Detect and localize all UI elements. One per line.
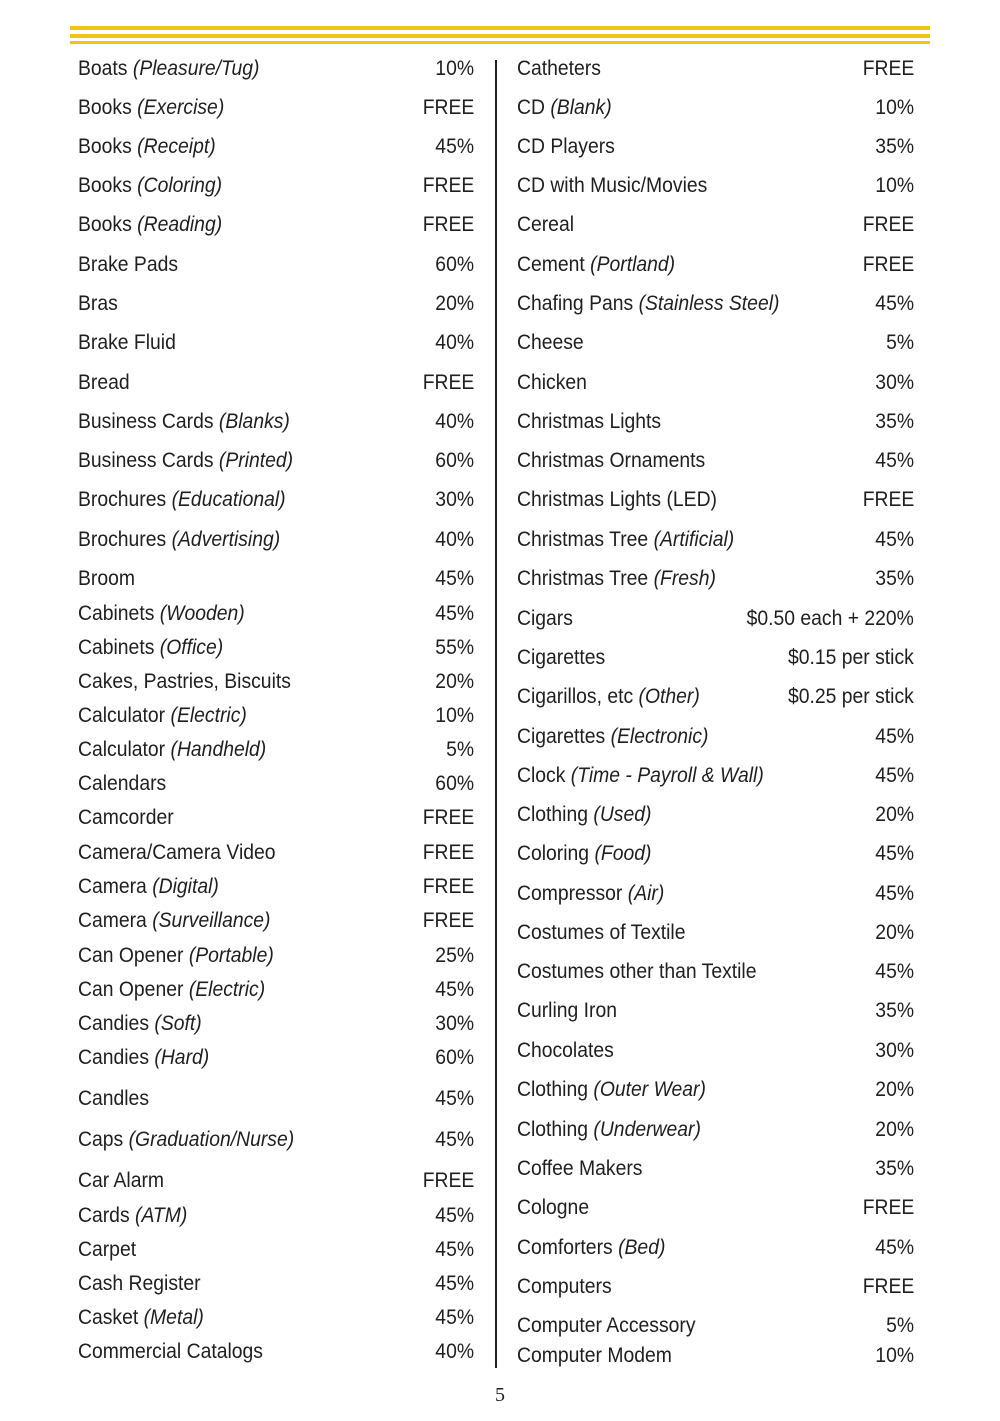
item-qualifier: (Pleasure/Tug) [132,56,260,80]
item-qualifier: (Soft) [154,1011,202,1035]
item-name: Candies [78,1011,150,1035]
right-item-rate: 35% [875,998,914,1022]
right-item-rate: 20% [875,802,914,826]
right-item-label [517,1037,614,1063]
right-item-rate: 5% [886,330,914,354]
left-item-rate: 60% [435,1045,474,1069]
left-item-label [78,1304,204,1330]
right-item-rate: 45% [875,291,914,315]
item-qualifier: (Blank) [550,95,612,119]
right-item-rate: 35% [875,134,914,158]
left-item-rate: 40% [435,409,474,433]
item-name: Computers [517,1274,612,1298]
left-item-label [78,133,216,159]
item-name: Cigarettes [517,724,606,748]
item-qualifier: (Outer Wear) [593,1077,706,1101]
item-name: Cards [78,1203,130,1227]
right-item-label [517,329,584,355]
item-name: Cabinets [78,601,155,625]
right-item-rate: 20% [875,920,914,944]
item-name: Chocolates [517,1038,614,1062]
item-qualifier: (Advertising) [171,527,281,551]
left-item-label [78,942,274,968]
item-name: Christmas Lights [517,409,662,433]
left-item-rate: FREE [422,908,474,932]
item-name: Calculator [78,737,166,761]
item-name: Coffee Makers [517,1156,643,1180]
item-qualifier: (Food) [594,841,652,865]
right-item-label [517,290,779,316]
left-item-label [78,702,247,728]
item-name: Car Alarm [78,1168,165,1192]
item-name: Clothing [517,802,589,826]
item-name: Caps [78,1127,124,1151]
left-item-rate: 40% [435,1339,474,1363]
left-item-label [78,486,286,512]
right-item-label [517,1155,642,1181]
left-item-label [78,600,245,626]
item-qualifier: (Other) [638,684,700,708]
item-name: Books [78,95,132,119]
item-qualifier: (Digital) [152,874,219,898]
left-item-rate: 40% [435,330,474,354]
item-name: Can Opener [78,943,184,967]
item-name: CD with Music/Movies [517,173,708,197]
right-item-rate: FREE [862,212,914,236]
right-item-label [517,1234,665,1260]
item-qualifier: (Reading) [137,212,223,236]
right-item-label [517,1116,701,1142]
left-item-rate: 45% [435,134,474,158]
left-item-label [78,634,223,660]
right-item-rate: 45% [875,527,914,551]
left-item-label [78,804,174,830]
item-name: Bread [78,370,130,394]
left-item-rate: FREE [422,874,474,898]
item-name: Computer Modem [517,1343,672,1367]
left-item-rate: 45% [435,1127,474,1151]
item-name: Christmas Tree [517,566,649,590]
right-item-label [517,723,708,749]
page-number: 5 [495,1384,505,1406]
left-item-rate: 20% [435,669,474,693]
item-qualifier: (ATM) [135,1203,188,1227]
right-item-label [517,683,700,709]
left-item-rate: 30% [435,487,474,511]
right-item-label [517,55,601,81]
item-qualifier: (Graduation/Nurse) [128,1127,295,1151]
right-item-rate: 45% [875,1235,914,1259]
item-name: Costumes other than Textile [517,959,757,983]
item-name: CD [517,95,545,119]
right-item-label [517,997,617,1023]
left-item-label [78,1167,164,1193]
right-item-label [517,644,605,670]
item-name: Calculator [78,703,166,727]
item-name: Cabinets [78,635,155,659]
left-item-rate: FREE [422,805,474,829]
item-name: Chicken [517,370,587,394]
right-item-label [517,801,651,827]
item-qualifier: (Electronic) [610,724,709,748]
left-item-rate: FREE [422,1168,474,1192]
right-item-label [517,1194,589,1220]
left-item-rate: FREE [422,370,474,394]
left-item-label [78,873,219,899]
item-name: Carpet [78,1237,137,1261]
right-item-rate: 30% [875,370,914,394]
left-item-rate: 5% [446,737,474,761]
item-qualifier: (Stainless Steel) [638,291,780,315]
left-item-rate: 45% [435,1086,474,1110]
left-item-label [78,55,259,81]
item-qualifier: (Hard) [154,1045,210,1069]
right-item-rate: 45% [875,724,914,748]
left-item-rate: 45% [435,977,474,1001]
right-item-rate: $0.25 per stick [788,684,914,708]
left-item-rate: 45% [435,1271,474,1295]
item-qualifier: (Printed) [218,448,294,472]
item-name: Books [78,134,132,158]
left-item-label [78,1126,294,1152]
item-name: Costumes of Textile [517,920,686,944]
item-name: Boats [78,56,128,80]
left-item-label [78,1085,149,1111]
item-name: Compressor [517,881,623,905]
item-name: Cheese [517,330,584,354]
top-rule-bottom [70,41,930,44]
right-item-label [517,1312,696,1338]
right-item-rate: 5% [886,1313,914,1337]
right-item-rate: 35% [875,566,914,590]
item-name: Candles [78,1086,150,1110]
left-item-label [78,329,176,355]
item-name: Cereal [517,212,575,236]
item-name: Broom [78,566,135,590]
item-name: Cigarettes [517,645,606,669]
item-qualifier: (Coloring) [137,173,223,197]
right-item-label [517,1076,706,1102]
item-qualifier: (Portland) [590,252,676,276]
item-qualifier: (Electric) [170,703,247,727]
item-name: Curling Iron [517,998,618,1022]
left-item-rate: FREE [422,95,474,119]
left-item-label [78,1202,187,1228]
item-qualifier: (Blanks) [218,409,290,433]
left-item-rate: 60% [435,771,474,795]
item-name: Cologne [517,1195,590,1219]
right-item-rate: 45% [875,763,914,787]
right-item-label [517,408,661,434]
right-item-rate: 45% [875,959,914,983]
right-item-label [517,133,615,159]
right-item-label [517,605,573,631]
right-item-rate: 10% [875,173,914,197]
right-item-rate: FREE [862,56,914,80]
right-item-rate: 45% [875,841,914,865]
right-item-label [517,526,734,552]
item-name: Books [78,173,132,197]
item-name: Brochures [78,487,167,511]
left-item-label [78,369,130,395]
top-rule-lower [70,34,930,38]
right-item-label [517,958,756,984]
item-name: Commercial Catalogs [78,1339,263,1363]
right-item-rate: $0.50 each + 220% [746,606,914,630]
left-item-rate: 30% [435,1011,474,1035]
item-qualifier: (Air) [627,881,665,905]
item-qualifier: (Used) [593,802,652,826]
left-item-label [78,172,222,198]
right-item-label [517,565,716,591]
left-item-rate: 45% [435,601,474,625]
column-divider [495,60,497,1368]
item-name: Candies [78,1045,150,1069]
item-name: Clock [517,763,566,787]
right-item-rate: 10% [875,95,914,119]
right-item-label [517,762,764,788]
left-item-rate: FREE [422,212,474,236]
item-name: Camera/Camera Video [78,840,276,864]
item-qualifier: (Bed) [618,1235,666,1259]
item-qualifier: (Receipt) [137,134,216,158]
item-qualifier: (Portable) [188,943,274,967]
item-name: Catheters [517,56,601,80]
item-name: Computer Accessory [517,1313,696,1337]
item-name: Camcorder [78,805,174,829]
left-item-label [78,668,291,694]
item-qualifier: (Educational) [171,487,286,511]
right-item-rate: FREE [862,487,914,511]
left-item-rate: 20% [435,291,474,315]
item-name: Calendars [78,771,167,795]
item-qualifier: (Wooden) [159,601,245,625]
item-name: Christmas Ornaments [517,448,706,472]
left-item-rate: 45% [435,1305,474,1329]
item-qualifier: (Office) [159,635,224,659]
right-item-rate: FREE [862,1195,914,1219]
left-item-rate: 10% [435,703,474,727]
right-item-rate: 45% [875,448,914,472]
left-item-label [78,976,265,1002]
left-item-label [78,770,166,796]
left-item-rate: FREE [422,173,474,197]
item-name: Brake Pads [78,252,179,276]
left-item-label [78,1044,209,1070]
item-qualifier: (Underwear) [593,1117,701,1141]
left-item-rate: 45% [435,1203,474,1227]
right-item-label [517,369,587,395]
item-name: Cakes, Pastries, Biscuits [78,669,291,693]
item-qualifier: (Artificial) [653,527,735,551]
right-item-rate: 30% [875,1038,914,1062]
right-item-label [517,94,612,120]
right-item-label [517,447,705,473]
left-item-label [78,1236,136,1262]
left-item-rate: 45% [435,1237,474,1261]
item-qualifier: (Fresh) [653,566,716,590]
left-item-rate: 60% [435,252,474,276]
right-item-label [517,172,707,198]
right-item-label [517,486,717,512]
right-item-rate: 35% [875,409,914,433]
item-name: Camera [78,874,147,898]
item-name: Business Cards [78,409,214,433]
item-name: Business Cards [78,448,214,472]
item-qualifier: (Time - Payroll & Wall) [570,763,764,787]
left-item-label [78,251,178,277]
right-item-label [517,211,574,237]
left-item-label [78,408,290,434]
item-name: Cigars [517,606,573,630]
top-rule [70,26,930,30]
right-item-rate: $0.15 per stick [788,645,914,669]
right-item-label [517,919,685,945]
right-item-rate: FREE [862,1274,914,1298]
left-item-rate: 10% [435,56,474,80]
item-qualifier: (Surveillance) [152,908,271,932]
left-item-label [78,447,293,473]
item-name: Books [78,212,132,236]
left-item-rate: 40% [435,527,474,551]
item-qualifier: (Electric) [188,977,266,1001]
item-name: Clothing [517,1117,589,1141]
item-name: Can Opener [78,977,184,1001]
item-name: Camera [78,908,147,932]
item-name: Cigarillos, etc [517,684,634,708]
left-item-label [78,839,276,865]
item-qualifier: (Handheld) [170,737,267,761]
item-name: Comforters [517,1235,613,1259]
item-name: Christmas Lights (LED) [517,487,718,511]
left-item-label [78,907,271,933]
right-item-rate: FREE [862,252,914,276]
right-item-label [517,1342,672,1368]
left-item-label [78,526,280,552]
right-item-rate: 35% [875,1156,914,1180]
item-name: Clothing [517,1077,589,1101]
right-item-rate: 45% [875,881,914,905]
item-name: Coloring [517,841,590,865]
item-name: Bras [78,291,118,315]
right-item-label [517,251,675,277]
left-item-label [78,94,224,120]
left-item-rate: 25% [435,943,474,967]
item-name: CD Players [517,134,615,158]
item-name: Christmas Tree [517,527,649,551]
item-name: Cash Register [78,1271,201,1295]
left-item-label [78,1010,202,1036]
right-item-rate: 20% [875,1077,914,1101]
left-item-label [78,1270,201,1296]
item-name: Casket [78,1305,139,1329]
left-item-label [78,1338,263,1364]
left-item-label [78,290,118,316]
right-item-rate: 10% [875,1343,914,1367]
right-item-label [517,1273,612,1299]
item-name: Brochures [78,527,167,551]
item-name: Cement [517,252,585,276]
left-item-label [78,565,135,591]
left-item-rate: 60% [435,448,474,472]
item-name: Brake Fluid [78,330,176,354]
item-qualifier: (Metal) [143,1305,204,1329]
item-name: Chafing Pans [517,291,634,315]
right-item-rate: 20% [875,1117,914,1141]
right-item-label [517,840,651,866]
left-item-rate: 55% [435,635,474,659]
item-qualifier: (Exercise) [137,95,225,119]
left-item-rate: 45% [435,566,474,590]
left-item-label [78,211,222,237]
right-item-label [517,880,664,906]
left-item-rate: FREE [422,840,474,864]
left-item-label [78,736,266,762]
